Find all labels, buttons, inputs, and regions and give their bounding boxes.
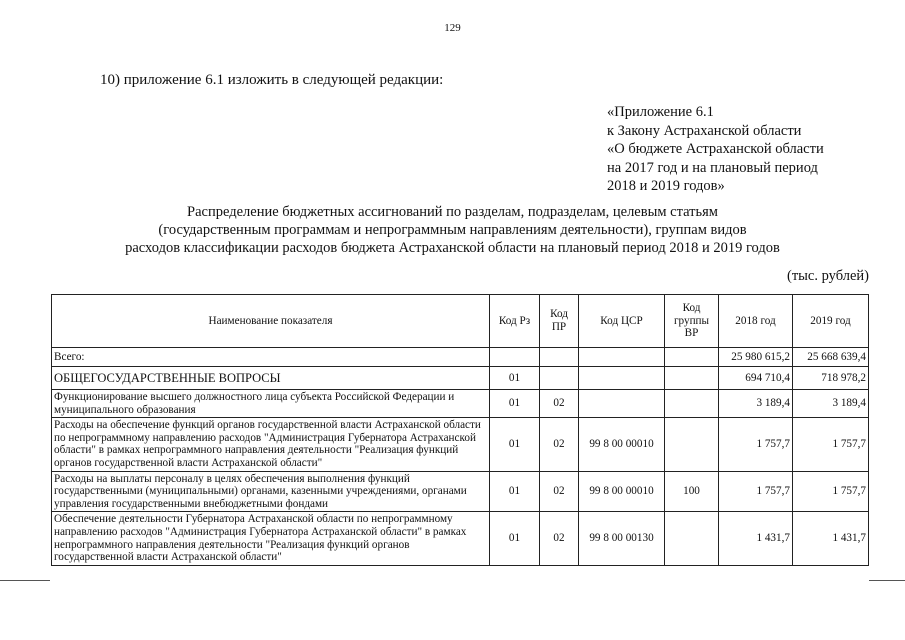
header-2019: 2019 год	[793, 295, 869, 348]
cell-rz: 01	[490, 418, 540, 471]
cell-2019: 1 757,7	[793, 471, 869, 512]
table-row	[52, 390, 869, 418]
table-row	[52, 348, 869, 367]
cell-pr: 02	[540, 512, 579, 565]
title-line: (государственным программам и непрограммным направлениям деятельности), группам видов	[158, 222, 747, 238]
table-row	[52, 367, 869, 390]
cell-name: Всего:	[52, 348, 490, 367]
table-row	[52, 418, 869, 471]
intro-text: 10) приложение 6.1 изложить в следующей редакции:	[100, 72, 444, 88]
cell-2018: 1 757,7	[719, 471, 793, 512]
title-line: расходов классификации расходов бюджета Астраханской области на плановый период 2018 и 2019 годов	[125, 240, 780, 256]
page-number: 129	[444, 22, 461, 34]
cell-name: Расходы на обеспечение функций органов государственной власти Астраханской области по непрограммному направлению расходов "Администрация Губернатора Астраханской области" в рамках непрограммного направления деятельности "Реализация функций органов государственной власти Астраханской области"	[52, 418, 490, 471]
cell-2018: 1 431,7	[719, 512, 793, 565]
cell-vr	[665, 418, 719, 471]
header-pr: Код ПР	[540, 295, 579, 348]
header-rz: Код Рз	[490, 295, 540, 348]
cell-csr: 99 8 00 00130	[579, 512, 665, 565]
cell-2019: 1 431,7	[793, 512, 869, 565]
cell-rz: 01	[490, 471, 540, 512]
cell-vr	[665, 348, 719, 367]
cell-rz	[490, 348, 540, 367]
cell-2019: 718 978,2	[793, 367, 869, 390]
appendix-line: «О бюджете Астраханской области	[607, 141, 824, 157]
cell-2019: 25 668 639,4	[793, 348, 869, 367]
header-vr: Код группы ВР	[665, 295, 719, 348]
cell-2018: 1 757,7	[719, 418, 793, 471]
appendix-line: «Приложение 6.1	[607, 104, 714, 120]
cell-pr: 02	[540, 418, 579, 471]
cell-2018: 694 710,4	[719, 367, 793, 390]
right-margin-line	[869, 580, 905, 581]
left-margin-line	[0, 580, 50, 581]
cell-pr	[540, 348, 579, 367]
table-row	[52, 471, 869, 512]
cell-rz: 01	[490, 390, 540, 418]
cell-name: Функционирование высшего должностного лица субъекта Российской Федерации и муниципального образования	[52, 390, 490, 418]
appendix-line: на 2017 год и на плановый период	[607, 159, 818, 176]
title-line: Распределение бюджетных ассигнований по разделам, подразделам, целевым статьям	[187, 204, 718, 220]
cell-csr	[579, 390, 665, 418]
cell-2018: 25 980 615,2	[719, 348, 793, 367]
cell-vr	[665, 390, 719, 418]
cell-rz: 01	[490, 367, 540, 390]
cell-pr: 02	[540, 471, 579, 512]
cell-vr	[665, 512, 719, 565]
appendix-line: к Закону Астраханской области	[607, 122, 802, 139]
table-header-row	[52, 295, 869, 348]
header-name: Наименование показателя	[52, 295, 490, 348]
cell-csr	[579, 348, 665, 367]
units-label: (тыс. рублей)	[787, 268, 869, 284]
cell-csr	[579, 367, 665, 390]
table-row	[52, 512, 869, 565]
cell-name: ОБЩЕГОСУДАРСТВЕННЫЕ ВОПРОСЫ	[52, 367, 490, 390]
appendix-line: 2018 и 2019 годов»	[607, 178, 725, 194]
cell-csr: 99 8 00 00010	[579, 471, 665, 512]
document-title	[0, 203, 905, 257]
cell-pr	[540, 367, 579, 390]
appendix-heading	[607, 103, 824, 196]
budget-table	[51, 294, 869, 566]
cell-pr: 02	[540, 390, 579, 418]
header-csr: Код ЦСР	[579, 295, 665, 348]
cell-2019: 1 757,7	[793, 418, 869, 471]
cell-csr: 99 8 00 00010	[579, 418, 665, 471]
cell-name: Обеспечение деятельности Губернатора Астраханской области по непрограммному направлению расходов "Администрация Губернатора Астраханской области" в рамках непрограммного направления деятельности "Реализация функций органов государственной власти Астраханской области"	[52, 512, 490, 565]
cell-2019: 3 189,4	[793, 390, 869, 418]
cell-2018: 3 189,4	[719, 390, 793, 418]
cell-name: Расходы на выплаты персоналу в целях обеспечения выполнения функций государственными (муниципальными) органами, казенными учреждениями, органами управления государственными внебюджетными фондами	[52, 471, 490, 512]
cell-vr: 100	[665, 471, 719, 512]
header-2018: 2018 год	[719, 295, 793, 348]
cell-rz: 01	[490, 512, 540, 565]
cell-vr	[665, 367, 719, 390]
